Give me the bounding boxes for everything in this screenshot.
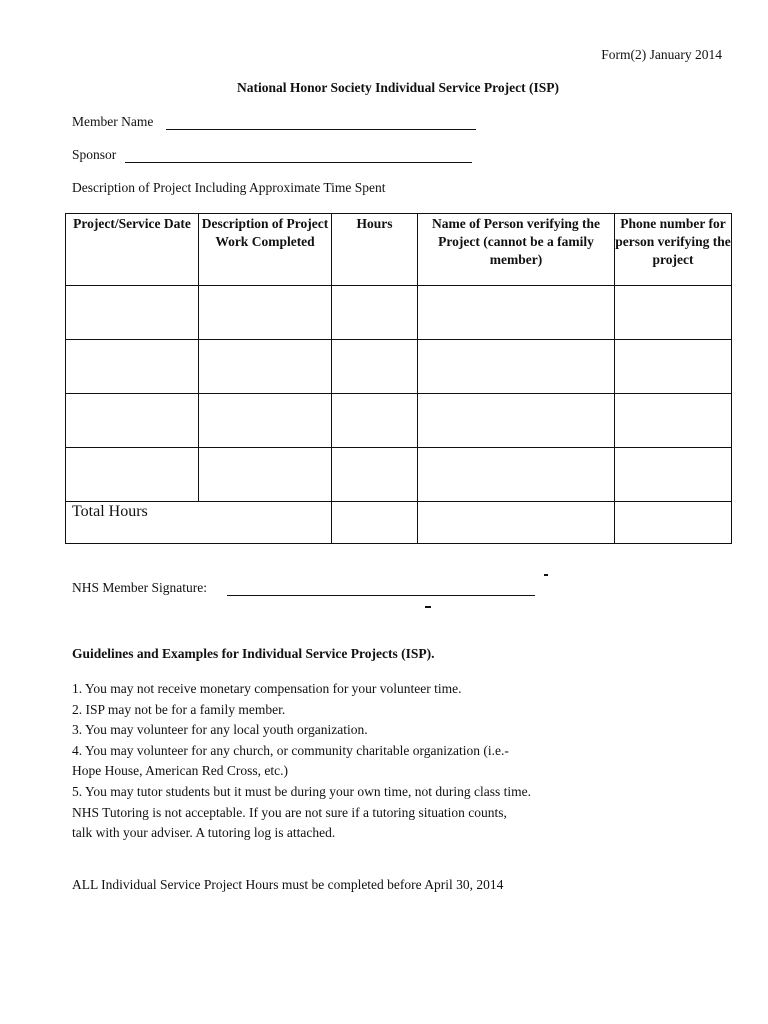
- sponsor-field[interactable]: [125, 162, 472, 163]
- date-cell[interactable]: [66, 394, 199, 448]
- list-item: 5. You may tutor students but it must be during your own time, not during class time.: [72, 783, 531, 799]
- service-table: [65, 213, 732, 544]
- verifier-phone-cell[interactable]: [615, 448, 732, 502]
- dash-mark: [544, 574, 548, 576]
- guidelines-list: [72, 679, 531, 844]
- column-header: Project/Service Date: [66, 214, 199, 286]
- description-cell[interactable]: [199, 394, 332, 448]
- deadline-note: ALL Individual Service Project Hours must be completed before April 30, 2014: [72, 877, 504, 892]
- description-cell[interactable]: [199, 340, 332, 394]
- verifier-name-cell[interactable]: [418, 448, 615, 502]
- page-title: National Honor Society Individual Service Project (ISP): [237, 80, 559, 95]
- verifier-phone-cell[interactable]: [615, 394, 732, 448]
- date-cell[interactable]: [66, 286, 199, 340]
- table-header-row: [66, 214, 732, 286]
- guidelines-heading: Guidelines and Examples for Individual Service Projects (ISP).: [72, 646, 435, 661]
- list-item: 2. ISP may not be for a family member.: [72, 701, 286, 717]
- total-row: [66, 502, 732, 544]
- date-cell[interactable]: [66, 340, 199, 394]
- list-item: Hope House, American Red Cross, etc.): [72, 763, 288, 779]
- list-item: NHS Tutoring is not acceptable. If you are not sure if a tutoring situation counts,: [72, 804, 507, 820]
- total-hours-cell[interactable]: [332, 502, 418, 544]
- column-header: Phone number for person verifying the project: [615, 214, 732, 286]
- signature-label: NHS Member Signature:: [72, 580, 207, 595]
- column-header: Name of Person verifying the Project (cannot be a family member): [418, 214, 615, 286]
- verifier-name-cell[interactable]: [418, 340, 615, 394]
- column-header: Description of Project Work Completed: [199, 214, 332, 286]
- total-phone-cell[interactable]: [615, 502, 732, 544]
- hours-cell[interactable]: [332, 286, 418, 340]
- sponsor-label: Sponsor: [72, 147, 117, 162]
- total-hours-label: Total Hours: [72, 503, 148, 520]
- signature-field[interactable]: [227, 595, 535, 596]
- hours-cell[interactable]: [332, 448, 418, 502]
- member-name-field[interactable]: [166, 129, 476, 130]
- description-label: Description of Project Including Approximate Time Spent: [72, 180, 386, 195]
- hours-cell[interactable]: [332, 340, 418, 394]
- hours-cell[interactable]: [332, 394, 418, 448]
- table-row: [66, 340, 732, 394]
- verifier-phone-cell[interactable]: [615, 340, 732, 394]
- form-id: Form(2) January 2014: [601, 47, 722, 62]
- description-cell[interactable]: [199, 286, 332, 340]
- dash-mark: [425, 606, 431, 608]
- total-label-cell: [66, 502, 332, 544]
- list-item: 1. You may not receive monetary compensation for your volunteer time.: [72, 681, 462, 696]
- member-name-label: Member Name: [72, 114, 154, 129]
- description-cell[interactable]: [199, 448, 332, 502]
- table-row: [66, 448, 732, 502]
- verifier-name-cell[interactable]: [418, 286, 615, 340]
- verifier-name-cell[interactable]: [418, 394, 615, 448]
- list-item: talk with your adviser. A tutoring log is attached.: [72, 825, 336, 841]
- total-verifier-cell[interactable]: [418, 502, 615, 544]
- list-item: 3. You may volunteer for any local youth organization.: [72, 722, 368, 738]
- table-row: [66, 286, 732, 340]
- list-item: 4. You may volunteer for any church, or community charitable organization (i.e.-: [72, 742, 509, 758]
- date-cell[interactable]: [66, 448, 199, 502]
- table-row: [66, 394, 732, 448]
- column-header: Hours: [332, 214, 418, 286]
- verifier-phone-cell[interactable]: [615, 286, 732, 340]
